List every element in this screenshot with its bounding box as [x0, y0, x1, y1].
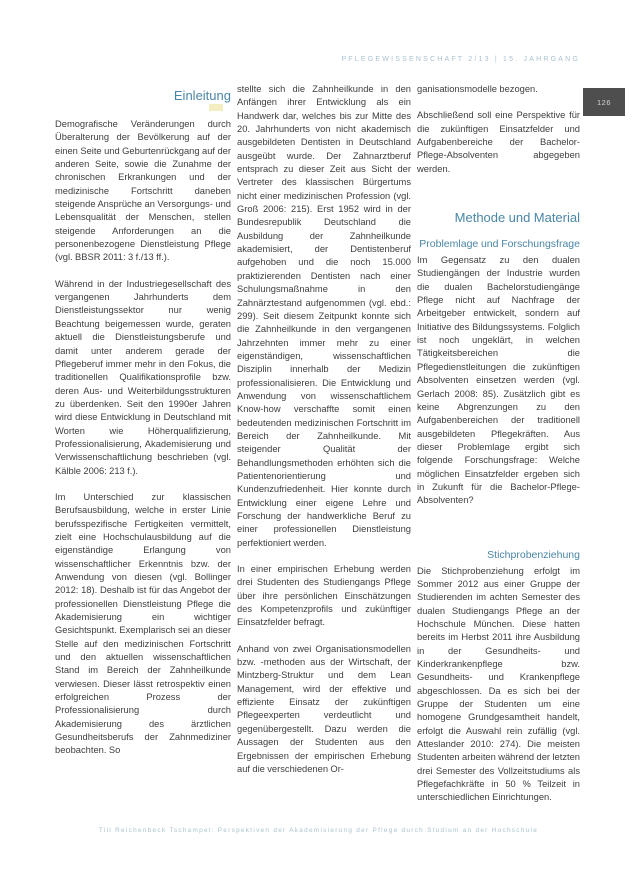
- paragraph: ganisationsmodelle bezogen.: [417, 84, 538, 94]
- sub-heading-problemlage: Problemlage und Forschungsfrage: [419, 238, 580, 251]
- paragraph: Während in der Industriegesellschaft des vergangenen Jahrhunderts dem Dienstleistungssektor nur wenig Beachtung beigemessen wurde, geraten aktuell die Dienstleistungsberufe und damit unter anderem gerade der Pflegeberuf immer mehr in den Fokus, die traditionellen Qualifikationsprofile bzw. deren Aus- und Weiterbildungsstrukturen zu überdenken. Seit den 1990er Jahren wird diese Entwicklung in Deutschland mit Worten wie Höherqualifizierung, Professionalisierung, Akademisierung und Verwissenschaftlichung beschrieben (vgl. Kälble 2006: 213 f.).: [55, 278, 231, 476]
- footer-citation: Till Reichenbeck Tschampel: Perspektiven der Akademisierung der Pflege durch Studium an der Hochschule: [98, 827, 539, 834]
- page-number: 126: [596, 97, 611, 107]
- section-heading-einleitung: Einleitung: [173, 88, 231, 103]
- sub-heading-stichprobenziehung: Stichprobenziehung: [487, 548, 580, 561]
- paragraph: In einer empirischen Erhebung werden drei Studenten des Studiengangs Pflege über ihre persönlichen Einschätzungen des Kompetenzprofils und zukünftiger Einsatzfelder befragt.: [237, 564, 411, 628]
- paragraph: stellte sich die Zahnheilkunde in den Anfängen ihrer Entwicklung als ein Handwerk dar, welches bis zur Mitte des 20. Jahrhunderts von nicht akademisch ausgebildeten Dentisten in Deutschland ausgeübt wurde. Der Zahnarztberuf entsprach zu dieser Zeit aus Sicht der Vertreter des klassischen Bürgertums nicht einer medizinischen Profession (vgl. Groß 2006: 215). Erst 1952 wird in der Bundesrepublik Deutschland die Ausbildung der Zahnheilkunde akademisiert, der Dentistenberuf aufgehoben und die noch 15.000 praktizierenden Dentisten nach einer Schulungsmaßnahme in den Zahnärztestand aufgenommen (vgl. ebd.: 299). Seit diesem Zeitpunkt konnte sich die Zahnheilkunde in den vergangenen Jahrzehnten immer mehr zu einer eigenständigen, wissenschaftlichen Disziplin innerhalb der Medizin professionalisieren. Die Entwicklung und Anwendung von wissenschaftlichem Know-how verschaffte somit einen bedeutenden medizinischen Fortschritt im Bereich der Zahnheilkunde. Mit steigender Qualität der Behandlungsmethoden erhöhten sich die Patientenorientierung und Kundenzufriedenheit. Hier konnte durch Entwicklung einer eigene Lehre und Forschung der handwerkliche Beruf zu einer professionellen Dienstleistung perfektioniert werden.: [237, 84, 411, 548]
- column-right: [417, 83, 580, 828]
- column-middle: [237, 83, 411, 828]
- paragraph: Anhand von zwei Organisationsmodellen bzw. -methoden aus der Wirtschaft, der Mintzberg-Struktur und dem Lean Management, wird der effektive und effiziente Einsatz der zukünftigen Pflegeexperten verdeutlicht und gegenübergestellt. Dazu werden die Aussagen der Studenten aus den Ergebnissen der empirischen Erhebung auf die verschiedenen Or-: [237, 643, 411, 774]
- paragraph: Im Unterschied zur klassischen Berufsausbildung, welche in erster Linie berufsspezifische Fertigkeiten vermittelt, zielt eine Hochschulausbildung auf die eigenständige Erlangung von wissenschaftlicher Erkenntnis bzw. der Anwendung von diesen (vgl. Bollinger 2012: 18). Deshalb ist für das Angebot der professionellen Dienstleistung Pflege die Akademisierung ein wichtiger Gesichtspunkt. Exemplarisch sei an dieser Stelle auf den medizinischen Fortschritt und den aktuellen wissenschaftlichen Stand im Bereich der Zahnheilkunde verwiesen. Dieser lässt retrospektiv einen erfolgreichen Prozess der Professionalisierung durch Akademisierung des ärztlichen Gesundheitsberufs der Zahnmediziner beobachten. So: [55, 491, 231, 756]
- column-left: [55, 83, 231, 828]
- paragraph: Abschließend soll eine Perspektive für die zukünftigen Einsatzfelder und Aufgabenbereiche der Bachelor-Pflege-Absolventen abgegeben werden.: [417, 110, 580, 174]
- paragraph: Demografische Veränderungen durch Überalterung der Bevölkerung auf der einen Seite und Geburtenrückgang auf der anderen Seite, sowie die Zunahme der chronischen Erkrankungen und der medizinische Fortschritt daneben steigende Ansprüche an Versorgungs- und Lebensqualität der Menschen, stellen steigende Anforderungen an die personenbezogene Dienstleistung Pflege (vgl. BBSR 2011: 3 f./13 ff.).: [55, 119, 231, 263]
- paragraph: Die Stichprobenziehung erfolgt im Sommer 2012 aus einer Gruppe der Studierenden im achten Semester des dualen Studiengangs Pflege an der Hochschule München. Diese hatten bereits im Herbst 2011 ihre Ausbildung in der Gesundheits- und Kinderkrankenpflege bzw. Gesundheits- und Krankenpflege abgeschlossen. Da es sich bei der Gruppe der Studenten um eine homogene Grundgesamtheit handelt, erfolgt die Auswahl rein zufällig (vgl. Atteslander 2010: 274). Die meisten Studenten arbeiten während der letzten drei Semester des Vollzeitstudiums als Pflegefachkräfte in 50 % Teilzeit in unterschiedlichen Einrichtungen.: [417, 565, 580, 803]
- page-number-tab: [583, 88, 625, 116]
- journal-masthead: PFLEGEWISSENSCHAFT 2/13 | 15. JAHRGANG: [341, 56, 580, 63]
- section-heading-methode: Methode und Material: [454, 210, 580, 226]
- paragraph: Im Gegensatz zu den dualen Studiengängen der Industrie wurden die dualen Bachelorstudiengänge Pflege nicht auf Nachfrage der Arbeitgeber entwickelt, sondern auf Initiative des Bildungssystems. Folglich ist noch ungeklärt, in welchen Tätigkeitsbereichen die Pflegedienstleitungen die zukünftigen Absolventen einsetzen werden (vgl. Gerlach 2008: 85). Zusätzlich gibt es keine Abgrenzungen zu den Aufgabenbereichen der traditionell ausgebildeten Pflegekräften. Aus dieser Problemlage ergibt sich folgende Forschungsfrage: Welche möglichen Einsatzfelder ergeben sich in Zukunft für die Bachelor-Pflege-Absolventen?: [417, 255, 580, 506]
